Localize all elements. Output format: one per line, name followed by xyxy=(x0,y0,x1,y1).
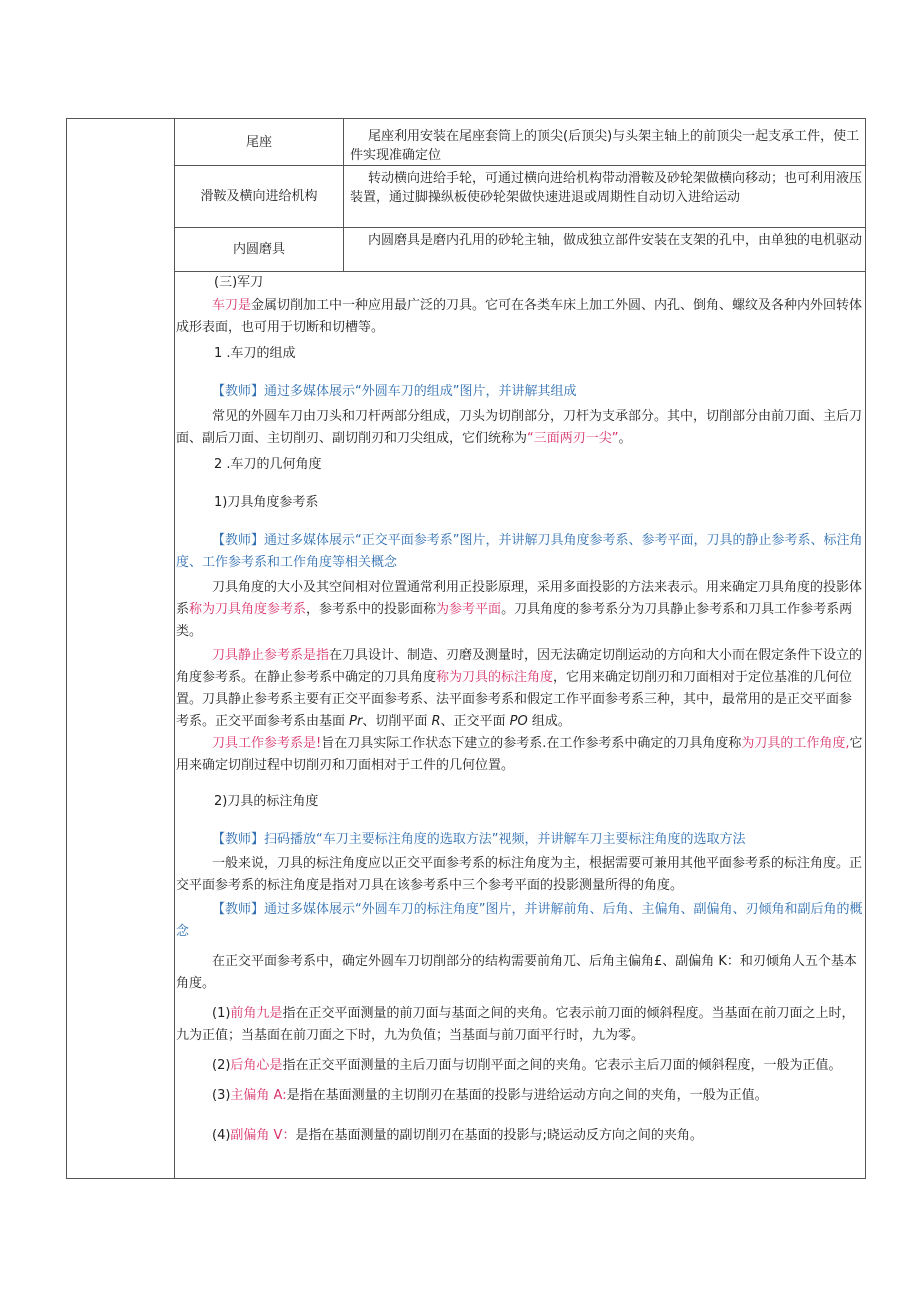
list-item xyxy=(176,1085,866,1107)
intro-paragraph xyxy=(176,295,866,339)
term-highlight: 称为刀具的标注角度 xyxy=(436,670,554,685)
subheading: 2)刀具的标注角度 xyxy=(214,794,319,809)
left-column-divider xyxy=(174,118,175,1179)
term-highlight: 刀具静止参考系是指 xyxy=(212,648,330,663)
item-number: (2) xyxy=(212,1058,231,1073)
paragraph-text: 。 xyxy=(618,431,632,446)
term-highlight: 主偏角 A: xyxy=(230,1088,287,1103)
paragraph-text: 常见的外圆车刀由刀头和刀杆两部分组成，刀头为切削部分，刀杆为支承部分。其中，切削部分由前刀面、主后刀面、副后刀面、主切削刃、副切削刃和刀尖组成，它们统称为 xyxy=(176,409,863,446)
paragraph-text: 金属切削加工中一种应用最广泛的刀具。它可在各类车床上加工外圆、内孔、倒角、螺纹及各种内外回转体成形表面，也可用于切断和切槽等。 xyxy=(176,298,863,335)
item-number: (3) xyxy=(212,1088,231,1103)
teacher-note: 【教师】通过多媒体展示“外圆车刀的组成”图片，并讲解其组成 xyxy=(212,384,577,399)
paragraph: 一般来说，刀具的标注角度应以正交平面参考系的标注角度为主，根据需要可兼用其他平面参考系的标注角度。正交平面参考系的标注角度是指对刀具在该参考系中三个参考平面的投影测量所得的角度。 xyxy=(176,856,863,893)
paragraph-text: 指在正交平面测量的主后刀面与切削平面之间的夹角。它表示主后刀面的倾斜程度，一般为正值。 xyxy=(282,1058,842,1073)
paragraph-text: 旨在刀具实际工作状态下建立的参考系.在工作参考系中确定的刀具角度称 xyxy=(321,736,742,751)
term-highlight: 为参考平面 xyxy=(436,602,502,617)
paragraph-text: 。刀具角度的参考系分为刀具静止参考系和刀具工作参考系两类。 xyxy=(176,602,853,639)
section-heading: (三)军刀 xyxy=(214,275,264,290)
row-desc: 尾座利用安装在尾座套筒上的顶尖(后顶尖)与头架主轴上的前顶尖一起支承工件，使工件实现准确定位 xyxy=(344,119,866,166)
paragraph xyxy=(176,733,866,777)
paragraph xyxy=(176,406,866,450)
paragraph-text: 它用来确定切削过程中切削刃和刀面相对于工件的几何位置。 xyxy=(176,736,863,773)
symbol: PO xyxy=(509,714,528,729)
paragraph-text: 是指在基面测量的主切削刃在基面的投影与进给运动方向之间的夹角，一般为正值。 xyxy=(286,1088,768,1103)
table-row xyxy=(175,228,866,272)
lesson-content xyxy=(176,270,866,1147)
subheading: 1)刀具角度参考系 xyxy=(214,495,319,510)
row-name: 滑鞍及横向进给机构 xyxy=(175,166,344,228)
term-highlight: 前角九是 xyxy=(230,1006,283,1021)
row-desc: 转动横向进给手轮，可通过横向进给机构带动滑鞍及砂轮架做横向移动；也可利用液压装置，通过脚操纵板使砂轮架做快速进退或周期性自动切入进给运动 xyxy=(344,166,866,228)
list-item xyxy=(176,1003,866,1047)
subheading: 2 .车刀的几何角度 xyxy=(214,457,322,472)
paragraph-text: 组成。 xyxy=(527,714,571,729)
components-table xyxy=(174,118,866,272)
paragraph-text: ，参考系中的投影面称 xyxy=(306,602,437,617)
term-highlight: 副偏角 V： xyxy=(230,1128,296,1143)
paragraph-text: 、正交平面 xyxy=(440,714,510,729)
paragraph-text: 指在正交平面测量的前刀面与基面之间的夹角。它表示前刀面的倾斜程度。当基面在前刀面之上时，九为正值；当基面在前刀面之下时，九为负值；当基面与前刀面平行时，九为零。 xyxy=(176,1006,855,1043)
term-highlight: 刀具工作参考系是! xyxy=(212,736,322,751)
term-highlight: 车刀是 xyxy=(212,298,252,313)
term-highlight: “三面两刃一尖” xyxy=(527,431,619,446)
row-name: 尾座 xyxy=(175,119,344,166)
subheading: 1 .车刀的组成 xyxy=(214,346,296,361)
paragraph-text: ，它用来确定切削刃和刀面相对于定位基准的几何位置。刀具静止参考系主要有正交平面参考系、法平面参考系和假定工作平面参考系三种，其中，最常用的是正交平面参考系。正交平面参考系由基面 xyxy=(176,670,853,729)
list-item xyxy=(176,1055,866,1077)
term-highlight: 后角心是 xyxy=(230,1058,283,1073)
term-highlight: 为刀具的工作角度, xyxy=(741,736,850,751)
paragraph-text: 在刀具设计、制造、刃磨及测量时，因无法确定切削运动的方向和大小而在假定条件下设立的角度参考系。在静止参考系中确定的刀具角度 xyxy=(176,648,863,685)
paragraph xyxy=(176,645,866,733)
paragraph-text: 、切削平面 xyxy=(362,714,432,729)
teacher-note: 【教师】扫码播放“车刀主要标注角度的选取方法”视频，并讲解车刀主要标注角度的选取方法 xyxy=(212,832,746,847)
symbol: Pr xyxy=(349,714,363,729)
item-number: (4) xyxy=(212,1128,231,1143)
teacher-note: 【教师】通过多媒体展示“正交平面参考系”图片，并讲解刀具角度参考系、参考平面，刀具的静止参考系、标注角度、工作参考系和工作角度等相关概念 xyxy=(176,533,863,570)
teacher-note: 【教师】通过多媒体展示“外圆车刀的标注角度”图片，并讲解前角、后角、主偏角、副偏角、刃倾角和副后角的概念 xyxy=(176,902,863,939)
table-row xyxy=(175,119,866,166)
paragraph: 在正交平面参考系中，确定外圆车刀切削部分的结构需要前角兀、后角主偏角£、副偏角 K：和刃倾角人五个基本角度。 xyxy=(176,954,857,991)
row-name: 内圆磨具 xyxy=(175,228,344,272)
item-number: (1) xyxy=(212,1006,231,1021)
list-item xyxy=(176,1125,866,1147)
paragraph-text: 是指在基面测量的副切削刃在基面的投影与;晓运动反方向之间的夹角。 xyxy=(295,1128,703,1143)
paragraph xyxy=(176,577,866,643)
term-highlight: 称为刀具角度参考系 xyxy=(189,602,307,617)
symbol: R xyxy=(431,714,441,729)
paragraph-text: 刀具角度的大小及其空间相对位置通常利用正投影原理，采用多面投影的方法来表示。用来确定刀具角度的投影体系 xyxy=(176,580,863,617)
row-desc: 内圆磨具是磨内孔用的砂轮主轴，做成独立部件安装在支架的孔中，由单独的电机驱动 xyxy=(344,228,866,272)
table-row xyxy=(175,166,866,228)
